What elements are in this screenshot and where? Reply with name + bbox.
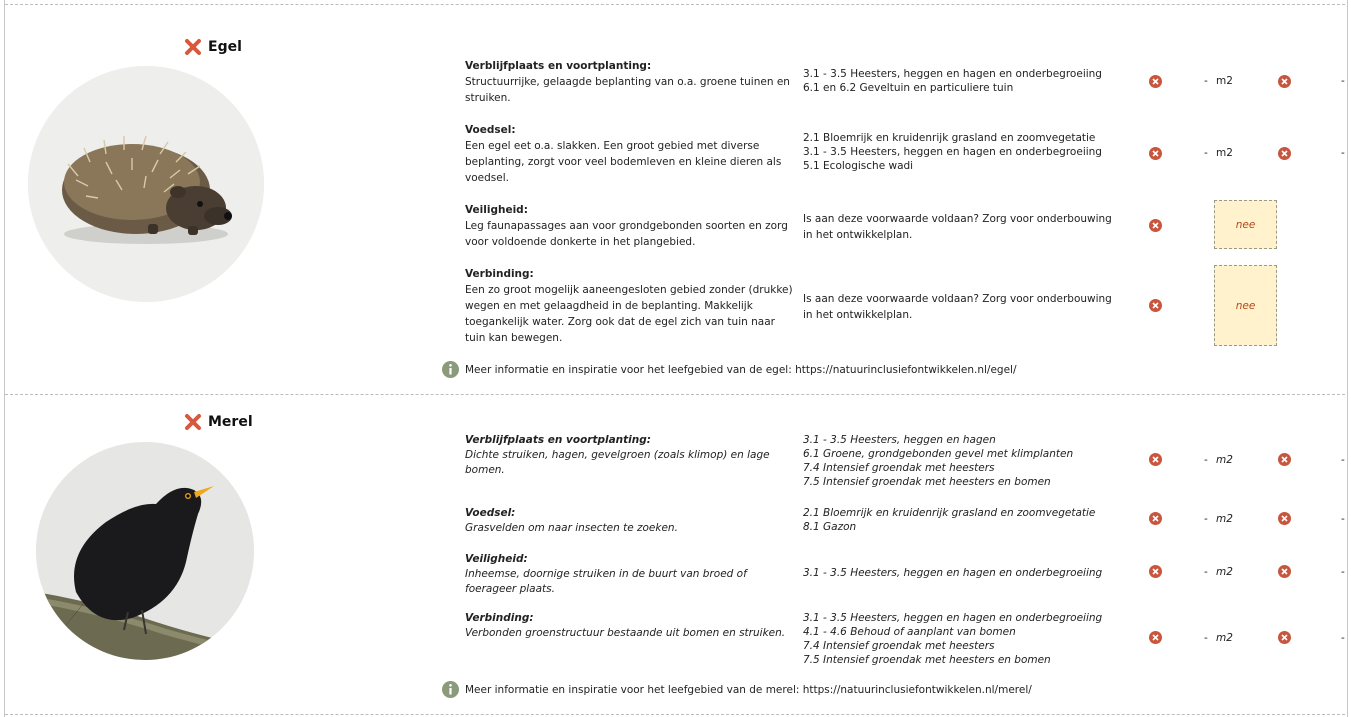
criterion-heading: Verblijfplaats en voortplanting: [465,434,651,446]
measure-item: 3.1 - 3.5 Heesters, heggen en hagen en onderbegroeiing [803,146,1102,158]
blackbird-photo [36,442,254,660]
area-unit: m2 [1216,75,1233,87]
hedgehog-photo [28,66,264,302]
species-title [184,413,253,431]
species-name: Egel [208,39,242,55]
criterion-description [465,122,795,186]
area-unit: m2 [1216,454,1233,466]
circle-x-icon[interactable] [1149,147,1162,160]
measure-item: 7.5 Intensief groendak met heesters en bomen [803,476,1051,488]
circle-x-icon[interactable] [1149,75,1162,88]
circle-x-icon[interactable] [1278,75,1291,88]
criterion-description [465,58,795,106]
species-title [184,38,242,56]
measure-item: 3.1 - 3.5 Heesters, heggen en hagen en onderbegroeiing [803,567,1103,579]
circle-x-icon[interactable] [1278,453,1291,466]
measure-item: in het ontwikkelplan. [803,309,913,321]
criterion-description [465,552,795,597]
info-link[interactable]: Meer informatie en inspiratie voor het leefgebied van de egel: https://natuurinclusiefontwikkelen.nl/egel/ [465,363,1017,376]
circle-x-icon[interactable] [1278,147,1291,160]
criterion-heading: Voedsel: [465,124,516,136]
measure-item: 8.1 Gazon [803,521,857,533]
circle-x-icon[interactable] [1278,565,1291,578]
criterion-description [465,266,795,346]
answer-box[interactable]: nee [1214,265,1277,346]
answer-box[interactable]: nee [1214,200,1277,249]
x-icon[interactable] [184,38,202,56]
area-unit: m2 [1216,632,1233,644]
measure-item: Is aan deze voorwaarde voldaan? Zorg voor onderbouwing [803,293,1112,305]
criterion-text: Inheemse, doornige struiken in de buurt van broed of foerageer plaats. [465,568,747,595]
section-divider [5,394,1345,395]
area-unit: m2 [1216,566,1233,578]
measure-list [803,506,1143,534]
measure-list [803,291,1143,323]
measure-item: in het ontwikkelplan. [803,229,913,241]
criterion-description [465,433,795,478]
info-row [442,681,1032,698]
species-name: Merel [208,414,253,430]
measure-item: 2.1 Bloemrijk en kruidenrijk grasland en zoomvegetatie [803,132,1096,144]
area-value: - [1204,632,1208,644]
circle-x-icon[interactable] [1149,631,1162,644]
measure-item: 7.4 Intensief groendak met heesters [803,640,995,652]
measure-item: 4.1 - 4.6 Behoud of aanplant van bomen [803,626,1016,638]
criterion-text: Grasvelden om naar insecten te zoeken. [465,522,678,534]
measure-item: 5.1 Ecologische wadi [803,160,914,172]
measure-item: 3.1 - 3.5 Heesters, heggen en hagen [803,434,996,446]
area-value: - [1204,75,1208,87]
measure-list [803,566,1143,580]
area-unit: m2 [1216,147,1233,159]
measure-item: 7.5 Intensief groendak met heesters en bomen [803,654,1051,666]
measure-list [803,611,1143,667]
criterion-description [465,611,795,641]
right-border [1347,0,1348,717]
circle-x-icon[interactable] [1149,219,1162,232]
info-icon [442,681,459,698]
measure-list [803,131,1143,173]
measure-item: 7.4 Intensief groendak met heesters [803,462,995,474]
criterion-text: Structuurrijke, gelaagde beplanting van o.a. groene tuinen en struiken. [465,76,790,104]
circle-x-icon[interactable] [1149,299,1162,312]
circle-x-icon[interactable] [1149,453,1162,466]
measure-list [803,67,1143,95]
far-value: - [1341,566,1345,578]
area-value: - [1204,454,1208,466]
area-value: - [1204,147,1208,159]
measure-item: 6.1 en 6.2 Geveltuin en particuliere tuin [803,82,1014,94]
measure-item: 6.1 Groene, grondgebonden gevel met klimplanten [803,448,1074,460]
criterion-description [465,202,795,250]
criterion-heading: Verbinding: [465,612,534,624]
criterion-heading: Verbinding: [465,268,534,280]
left-border [4,0,5,717]
measure-item: 2.1 Bloemrijk en kruidenrijk grasland en zoomvegetatie [803,507,1096,519]
measure-item: 3.1 - 3.5 Heesters, heggen en hagen en onderbegroeiing [803,612,1103,624]
criterion-text: Een zo groot mogelijk aaneengesloten gebied zonder (drukke) wegen en met gelaagdheid in de beplanting. Makkelijk toegankelijk water. Zorg ook dat de egel zich van tuin naar tuin kan bewegen. [465,284,793,344]
criterion-text: Leg faunapassages aan voor grondgebonden soorten en zorg voor voldoende donkerte in het plangebied. [465,220,788,248]
info-icon [442,361,459,378]
top-divider [5,4,1345,5]
circle-x-icon[interactable] [1278,631,1291,644]
criterion-description [465,506,795,536]
measure-item: Is aan deze voorwaarde voldaan? Zorg voor onderbouwing [803,213,1112,225]
info-row [442,361,1016,378]
far-value: - [1341,632,1345,644]
criterion-heading: Veiligheid: [465,204,528,216]
criterion-heading: Voedsel: [465,507,516,519]
circle-x-icon[interactable] [1278,512,1291,525]
measure-item: 3.1 - 3.5 Heesters, heggen en hagen en onderbegroeiing [803,68,1102,80]
area-value: - [1204,513,1208,525]
criterion-text: Een egel eet o.a. slakken. Een groot gebied met diverse beplanting, zorgt voor veel bodemleven en kleine dieren als voedsel. [465,140,782,184]
far-value: - [1341,147,1345,159]
far-value: - [1341,454,1345,466]
area-unit: m2 [1216,513,1233,525]
far-value: - [1341,513,1345,525]
criterion-text: Dichte struiken, hagen, gevelgroen (zoals klimop) en lage bomen. [465,449,770,476]
circle-x-icon[interactable] [1149,512,1162,525]
far-value: - [1341,75,1345,87]
info-link[interactable]: Meer informatie en inspiratie voor het leefgebied van de merel: https://natuurinclusiefontwikkelen.nl/merel/ [465,683,1032,696]
x-icon[interactable] [184,413,202,431]
criterion-text: Verbonden groenstructuur bestaande uit bomen en struiken. [465,627,786,639]
measure-list [803,433,1143,489]
bottom-divider [5,714,1345,715]
criterion-heading: Verblijfplaats en voortplanting: [465,60,652,72]
measure-list [803,211,1143,243]
circle-x-icon[interactable] [1149,565,1162,578]
criterion-heading: Veiligheid: [465,553,528,565]
area-value: - [1204,566,1208,578]
